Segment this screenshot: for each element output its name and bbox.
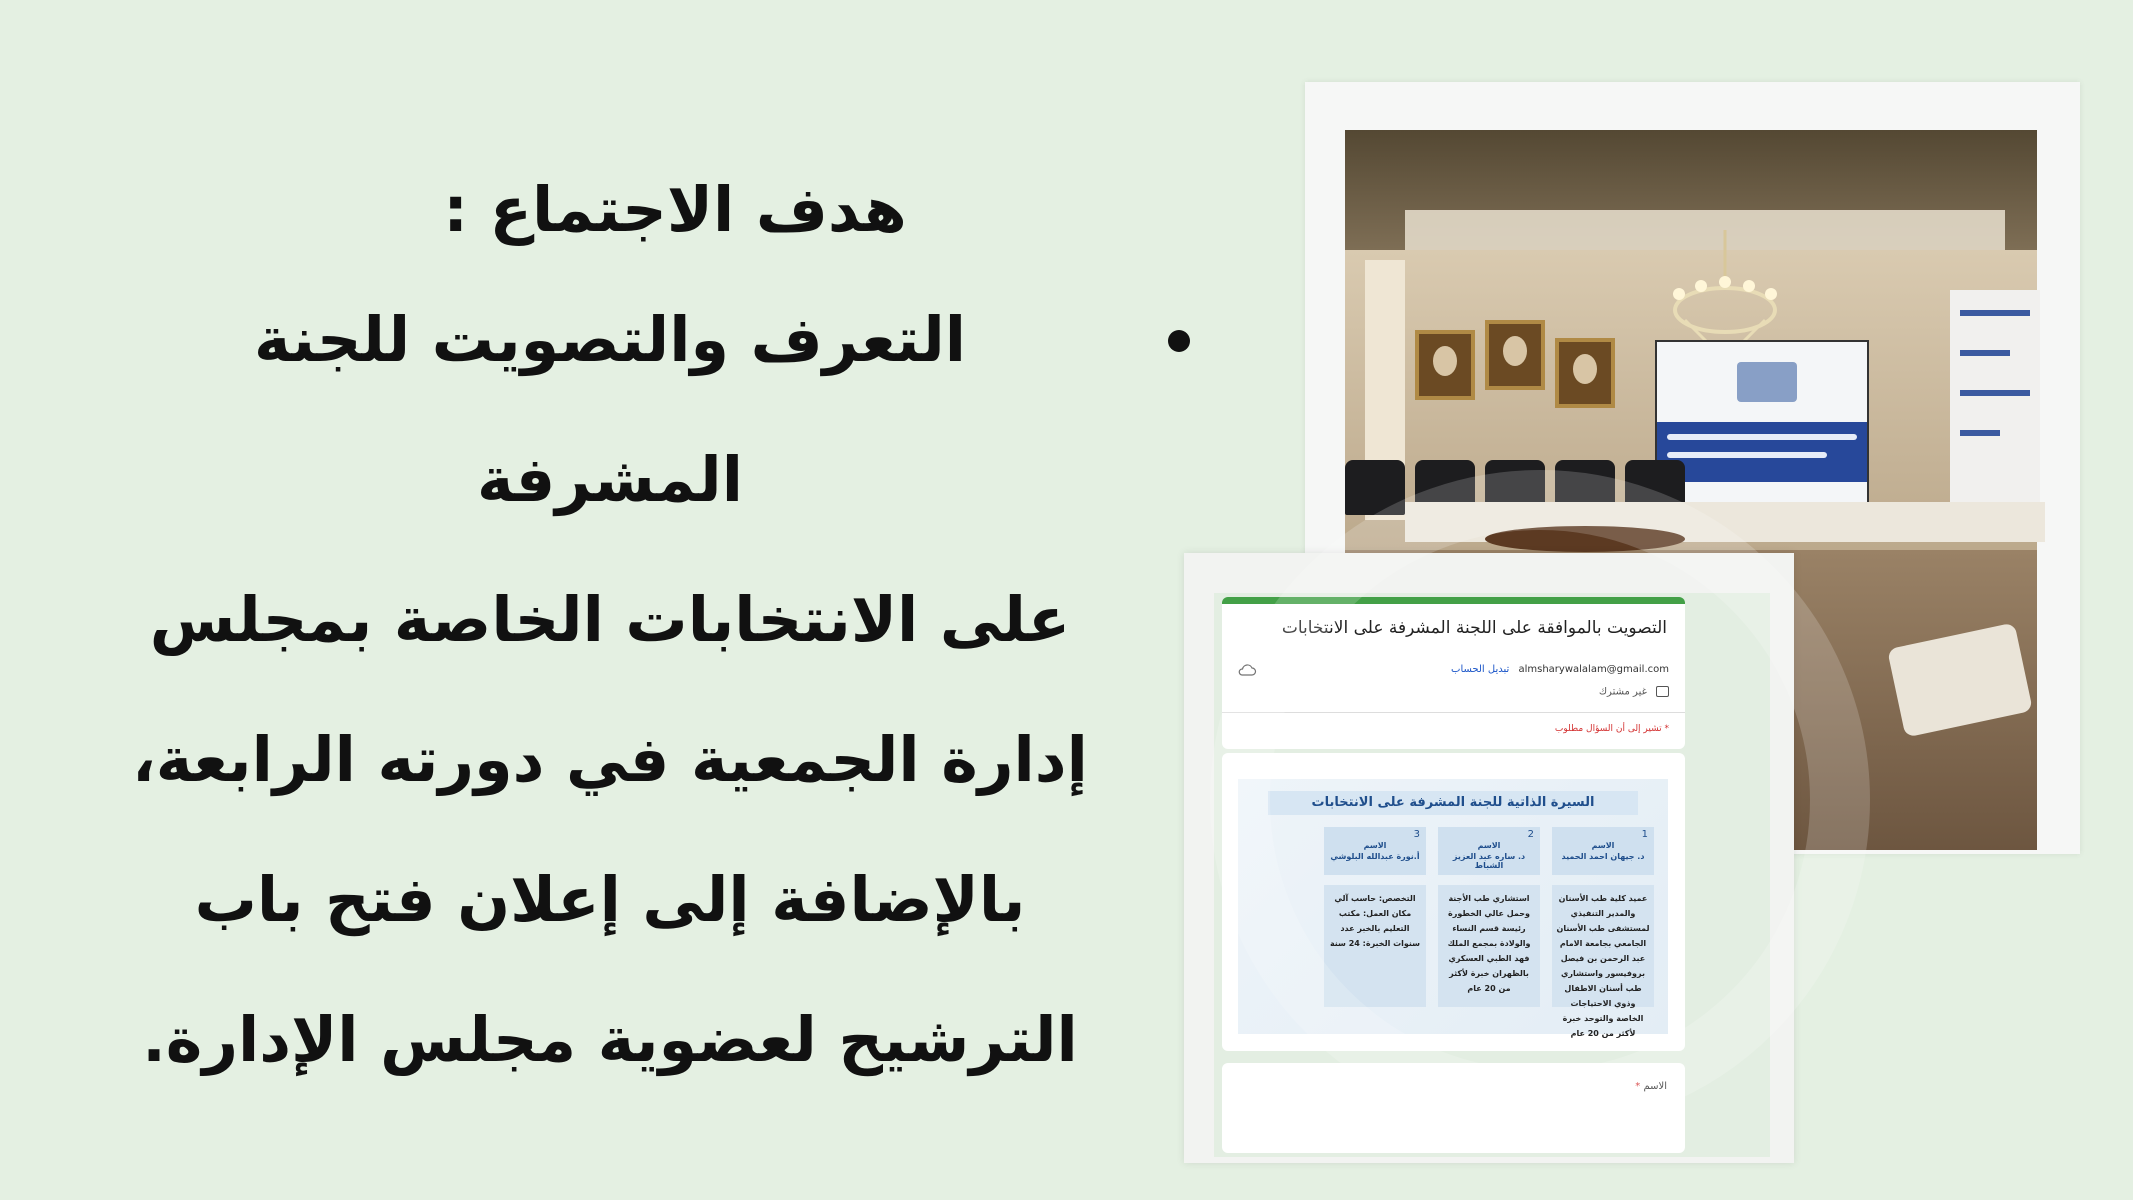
slide-text-block [80, 150, 1200, 1110]
cv-member-column [1324, 827, 1426, 1023]
banner-stripe [1960, 310, 2030, 316]
switch-account-link[interactable]: تبديل الحساب [1451, 664, 1510, 675]
share-status-icon [1656, 686, 1669, 697]
cv-member-label: الاسم [1591, 841, 1615, 850]
projector-screen [1655, 340, 1869, 519]
cv-member-header [1552, 827, 1654, 875]
required-star: * [1635, 1081, 1641, 1092]
cv-sheet [1238, 779, 1668, 1038]
portrait-face [1573, 354, 1597, 384]
cv-member-number: 1 [1641, 829, 1648, 840]
banner-stripe [1960, 430, 2000, 436]
chair [1345, 460, 1405, 515]
portrait-frame [1485, 320, 1545, 390]
header-divider [1222, 712, 1685, 713]
bullet-dot-icon [1168, 330, 1190, 352]
cv-member-bio: التخصص: حاسب آلي مكان العمل: مكتب التعليم بالخبر عدد سنوات الخبرة: 24 سنة [1324, 885, 1426, 1007]
form-header-card [1222, 597, 1685, 749]
cv-image-card [1222, 753, 1685, 1051]
banner-stripe [1960, 390, 2030, 396]
screen-text-line [1667, 434, 1857, 440]
bullet-line-3: إدارة الجمعية في دورته الرابعة، [132, 723, 1088, 796]
banner-stripe [1960, 350, 2010, 356]
roll-up-banner [1950, 290, 2040, 510]
required-note: * تشير إلى أن السؤال مطلوب [1554, 724, 1669, 734]
not-shared-row [1599, 686, 1669, 698]
portrait-frame [1415, 330, 1475, 400]
portrait-frame [1555, 338, 1615, 408]
coffee-table [1485, 526, 1685, 552]
bullet-line-2: على الانتخابات الخاصة بمجلس [149, 583, 1071, 656]
bullet-item [80, 270, 1200, 550]
bullet-line-5: الترشيح لعضوية مجلس الإدارة. [142, 1003, 1078, 1076]
name-question-card[interactable] [1222, 1063, 1685, 1153]
name-question-label [1635, 1081, 1667, 1092]
cv-member-name: د. ساره عبد العزيز الشباط [1452, 852, 1526, 870]
bullet-continuation [80, 550, 1200, 690]
account-row [1451, 664, 1669, 675]
bullet-continuation [80, 830, 1200, 970]
not-shared-text: غير مشترك [1598, 686, 1647, 698]
screen-text-line [1667, 452, 1827, 458]
cv-member-number: 2 [1527, 829, 1534, 840]
bullet-line-1: التعرف والتصويت للجنة المشرفة [253, 303, 967, 516]
portrait-face [1503, 336, 1527, 366]
screen-logo [1737, 362, 1797, 402]
bullet-line-4: بالإضافة إلى إعلان فتح باب [194, 863, 1026, 936]
form-page [1214, 593, 1770, 1157]
cv-member-bio: استشاري طب الأجنة وحمل عالي الخطورة رئيسة قسم النساء والولادة بمجمع الملك فهد الطبي العسكري بالظهران خبرة لأكثر من 20 عام [1438, 885, 1540, 1007]
cv-member-header [1438, 827, 1540, 875]
cv-member-name: أ.نورة عبدالله البلوشي [1330, 852, 1420, 861]
cv-member-name: د. جيهان احمد الحميد [1561, 852, 1645, 861]
cv-member-label: الاسم [1477, 841, 1501, 850]
bullet-continuation [80, 970, 1200, 1110]
bullet-continuation [80, 690, 1200, 830]
form-screenshot-card [1184, 553, 1794, 1163]
form-title: التصويت بالموافقة على اللجنة المشرفة على الانتخابات [1281, 618, 1667, 638]
cloud-icon[interactable] [1238, 664, 1256, 676]
portrait-face [1433, 346, 1457, 376]
name-label-text: الاسم [1643, 1081, 1667, 1092]
cv-member-column [1552, 827, 1654, 1038]
screen-banner [1657, 422, 1867, 482]
cv-title: السيرة الذاتية للجنة المشرفة على الانتخابات [1268, 791, 1638, 815]
cv-member-number: 3 [1413, 829, 1420, 840]
account-email: almsharywalalam@gmail.com [1518, 664, 1669, 675]
cv-member-label: الاسم [1363, 841, 1387, 850]
cv-member-bio: عميد كلية طب الأسنان والمدير التنفيذي لمستشفى طب الأسنان الجامعي بجامعة الامام عبد الرحمن بن فيصل بروفيسور واستشاري طب أسنان الاطفال وذوي الاحتياجات الخاصة والتوحد خبرة لأكثر من 20 عام [1552, 885, 1654, 1007]
cv-member-header [1324, 827, 1426, 875]
cv-member-column [1438, 827, 1540, 1023]
slide-heading: هدف الاجتماع : [443, 173, 907, 246]
